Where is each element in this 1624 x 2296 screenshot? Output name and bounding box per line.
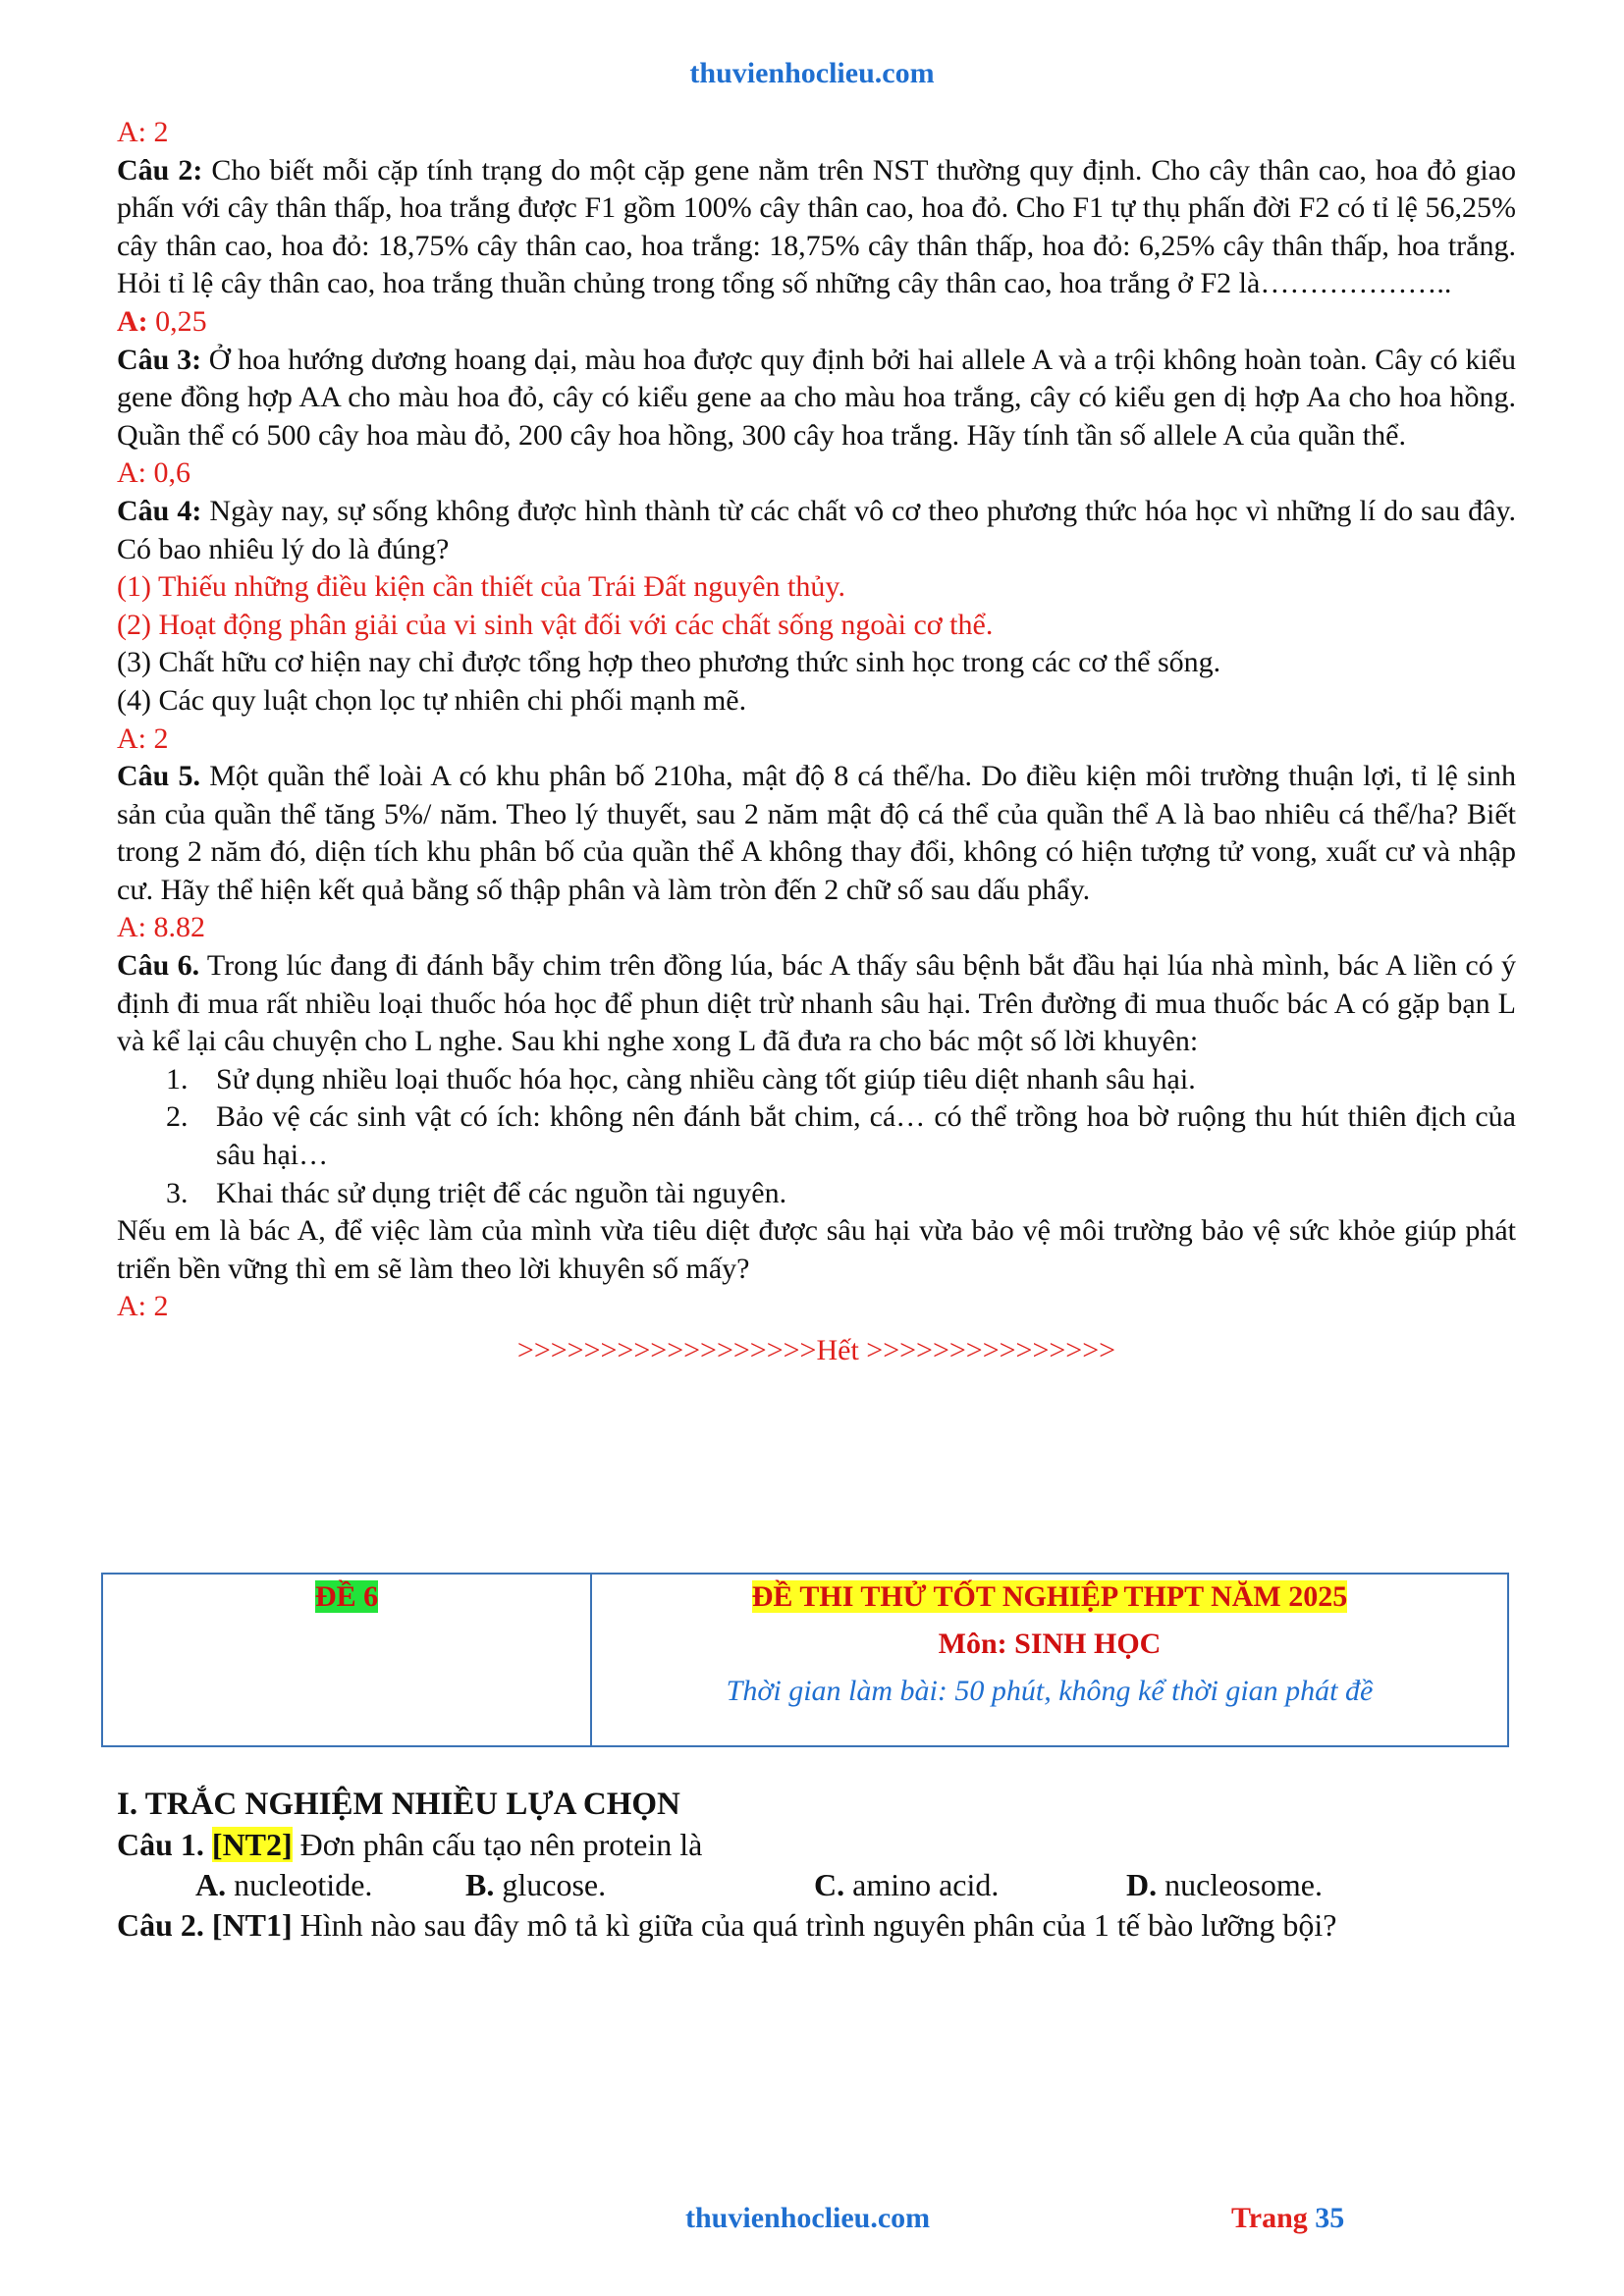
question-label: Câu 2: — [117, 153, 203, 187]
section-multiple-choice — [117, 1785, 1516, 1946]
question-3 — [117, 342, 1516, 455]
exam-time: Thời gian làm bài: 50 phút, không kể thời gian phát đề — [726, 1675, 1374, 1707]
statement-1: (1) Thiếu những điều kiện cần thiết của Trái Đất nguyên thủy. — [117, 570, 845, 604]
question-text: Cho biết mỗi cặp tính trạng do một cặp gene nằm trên NST thường quy định. Cho cây thân cao, hoa đỏ giao phấn với cây thân thấp, hoa trắng được F1 gồm 100% cây thân cao, hoa đỏ. Cho F1 tự thụ phấn đời F2 có tỉ lệ 56,25% cây thân cao, hoa đỏ: 18,75% cây thân cao, hoa trắng: 18,75% cây thân thấp, hoa đỏ: 6,25% cây thân thấp, hoa trắng. Hỏi tỉ lệ cây thân cao, hoa trắng thuần chủng trong tổng số những cây thân cao, hoa trắng ở F2 là……………….. — [117, 153, 1516, 300]
answer-5: A: 8.82 — [117, 911, 205, 944]
answer-4: A: 2 — [117, 721, 169, 755]
option-key: D. — [1126, 1867, 1158, 1902]
question-label: Câu 3: — [117, 343, 202, 376]
option-key: B. — [465, 1867, 495, 1902]
question-text: Đơn phân cấu tạo nên protein là — [292, 1827, 703, 1862]
question-2 — [117, 152, 1516, 303]
exam-title: ĐỀ THI THỬ TỐT NGHIỆP THPT NĂM 2025 — [751, 1580, 1348, 1613]
list-item-number: 2. — [166, 1100, 189, 1134]
page-number — [1231, 2202, 1344, 2235]
exam-header-table — [101, 1573, 1509, 1747]
answer-6: A: 2 — [117, 1290, 169, 1323]
option-text: nucleosome. — [1157, 1867, 1323, 1902]
question-text: Một quần thể loài A có khu phân bố 210ha, mật độ 8 cá thể/ha. Do điều kiện môi trường thuận lợi, tỉ lệ sinh sản của quần thể tăng 5%/ năm. Theo lý thuyết, sau 2 năm mật độ cá thể của quần thể A là bao nhiêu cá thể/ha? Biết trong 2 năm đó, diện tích khu phân bố của quần thể A không thay đổi, không có hiện tượng tử vong, xuất cư và nhập cư. Hãy thể hiện kết quả bằng số thập phân và làm tròn đến 2 chữ số sau dấu phẩy. — [117, 760, 1516, 906]
section-title: I. TRẮC NGHIỆM NHIỀU LỰA CHỌN — [117, 1787, 680, 1822]
mc-question-2 — [117, 1905, 1516, 1946]
option-d[interactable] — [1126, 1865, 1323, 1905]
page-label: Trang — [1231, 2202, 1316, 2234]
option-key: A. — [195, 1867, 227, 1902]
mc-question-1 — [117, 1825, 1516, 1865]
question-label: Câu 6. — [117, 949, 200, 983]
answer-2 — [117, 303, 1516, 342]
list-item — [117, 1061, 1516, 1099]
list-item-number: 3. — [166, 1176, 189, 1209]
question-label: Câu 1. — [117, 1827, 204, 1862]
list-item — [117, 1098, 1516, 1174]
statement-4: (4) Các quy luật chọn lọc tự nhiên chi phối mạnh mẽ. — [117, 683, 747, 717]
option-text: amino acid. — [844, 1867, 1000, 1902]
question-label: Câu 4: — [117, 494, 202, 527]
option-c[interactable] — [814, 1865, 1126, 1905]
list-item-text: Bảo vệ các sinh vật có ích: không nên đánh bắt chim, cá… có thể trồng hoa bờ ruộng thu hút thiên địch của sâu hại… — [216, 1100, 1516, 1172]
list-item-text: Khai thác sử dụng triệt để các nguồn tài nguyên. — [216, 1176, 787, 1209]
level-tag: [NT1] — [211, 1907, 293, 1943]
footer-site-link[interactable]: thuvienhoclieu.com — [685, 2202, 931, 2234]
end-divider: >>>>>>>>>>>>>>>>>>Hết >>>>>>>>>>>>>>> — [516, 1334, 1116, 1366]
question-4 — [117, 493, 1516, 568]
list-item-number: 1. — [166, 1062, 189, 1095]
advice-list — [117, 1061, 1516, 1212]
statement-2: (2) Hoạt động phân giải của vi sinh vật đối với các chất sống ngoài cơ thể. — [117, 608, 994, 641]
list-item-text: Sử dụng nhiều loại thuốc hóa học, càng nhiều càng tốt giúp tiêu diệt nhanh sâu hại. — [216, 1062, 1196, 1095]
option-text: glucose. — [494, 1867, 607, 1902]
header-site-link[interactable]: thuvienhoclieu.com — [689, 57, 935, 89]
question-text: Ngày nay, sự sống không được hình thành từ các chất vô cơ theo phương thức hóa học vì những lí do sau đây. Có bao nhiêu lý do là đúng? — [117, 494, 1516, 565]
question-6-tail: Nếu em là bác A, để việc làm của mình vừa tiêu diệt được sâu hại vừa bảo vệ môi trường bảo vệ sức khỏe giúp phát triển bền vững thì em sẽ làm theo lời khuyên số mấy? — [117, 1214, 1516, 1285]
page-number-value: 35 — [1315, 2202, 1345, 2234]
question-6 — [117, 947, 1516, 1061]
previous-exam-content — [117, 114, 1516, 1370]
question-label: Câu 5. — [117, 760, 201, 793]
exam-info-cell — [592, 1575, 1507, 1745]
question-text: Hình nào sau đây mô tả kì giữa của quá trình nguyên phân của 1 tế bào lưỡng bội? — [292, 1907, 1337, 1943]
question-text: Ở hoa hướng dương hoang dại, màu hoa được quy định bởi hai allele A và a trội không hoàn toàn. Cây có kiểu gene đồng hợp AA cho màu hoa đỏ, cây có kiểu gene aa cho màu hoa trắng, cây có kiểu gen dị hợp Aa cho hoa hồng. Quần thể có 500 cây hoa màu đỏ, 200 cây hoa hồng, 300 cây hoa trắng. Hãy tính tần số allele A của quần thể. — [117, 343, 1516, 452]
question-text: Trong lúc đang đi đánh bẫy chim trên đồng lúa, bác A thấy sâu bệnh bắt đầu hại lúa nhà mình, bác A liền có ý định đi mua rất nhiều loại thuốc hóa học để phun diệt trừ nhanh sâu hại. Trên đường đi mua thuốc bác A có gặp bạn L và kể lại câu chuyện cho L nghe. Sau khi nghe xong L đã đưa ra cho bác một số lời khuyên: — [117, 949, 1517, 1058]
option-key: C. — [814, 1867, 845, 1902]
option-a[interactable] — [195, 1865, 465, 1905]
answer-value: 0,25 — [147, 304, 207, 338]
exam-subject: Môn: SINH HỌC — [938, 1628, 1162, 1660]
previous-answer: A: 2 — [117, 116, 169, 148]
answer-3: A: 0,6 — [117, 456, 190, 490]
question-5 — [117, 758, 1516, 909]
question-label: Câu 2. — [117, 1907, 204, 1943]
list-item — [117, 1175, 1516, 1213]
level-tag: [NT2] — [211, 1827, 293, 1862]
answer-label: A: — [117, 304, 148, 338]
option-b[interactable] — [465, 1865, 814, 1905]
exam-code-cell — [103, 1575, 592, 1745]
option-text: nucleotide. — [226, 1867, 373, 1902]
answer-options — [117, 1865, 1516, 1905]
statement-3: (3) Chất hữu cơ hiện nay chỉ được tổng hợp theo phương thức sinh học trong các cơ thể sống. — [117, 646, 1221, 679]
exam-code: ĐỀ 6 — [314, 1580, 379, 1613]
